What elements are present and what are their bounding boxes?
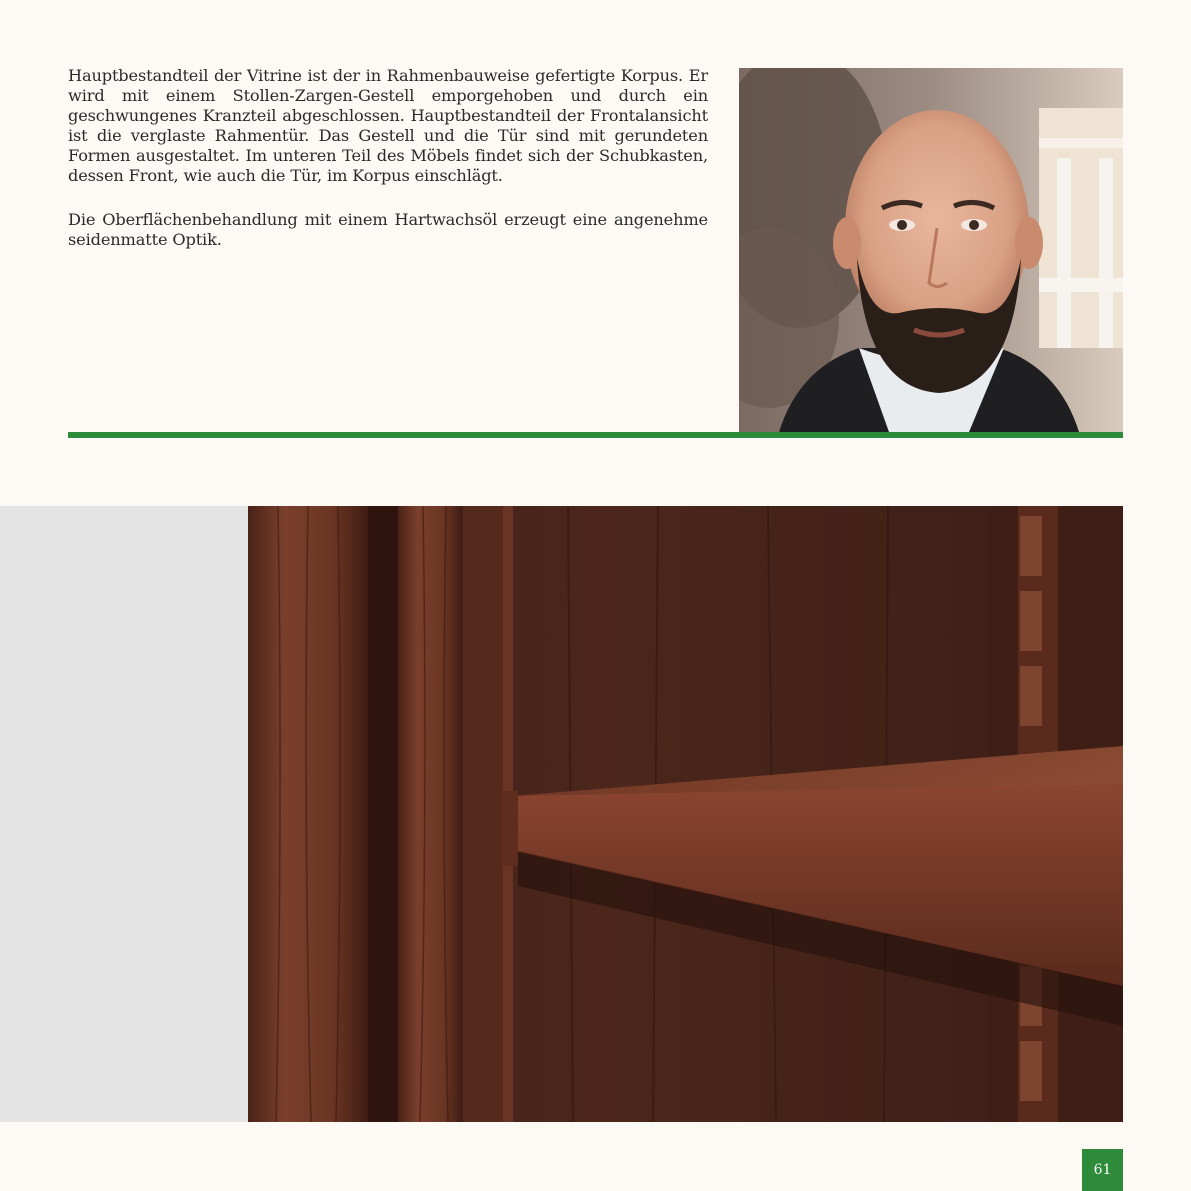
gray-panel bbox=[0, 506, 256, 1122]
paragraph-surface: Die Oberflächenbehandlung mit einem Hartwachsöl erzeugt eine angenehme seidenmatte Optik. bbox=[68, 210, 708, 249]
divider-rule bbox=[68, 432, 1123, 438]
paragraph-construction: Hauptbestandteil der Vitrine ist der in Rahmenbauweise gefertigte Korpus. Er wird mit einem Stollen-Zargen-Gestell emporgehoben und durch ein geschwungenes Kranzteil abgeschlossen. Hauptbestandteil der Frontalansicht ist die verglaste Rahmentür. Das Gestell und die Tür sind mit gerundeten Formen ausgestaltet. Im unteren Teil des Möbels findet sich der Schubkasten, dessen Front, wie auch die Tür, im Korpus einschlägt. bbox=[68, 66, 708, 185]
page-number: 61 bbox=[1082, 1149, 1123, 1191]
body-text bbox=[68, 66, 708, 274]
portrait-photo bbox=[739, 68, 1123, 432]
cabinet-detail-photo bbox=[248, 506, 1123, 1122]
